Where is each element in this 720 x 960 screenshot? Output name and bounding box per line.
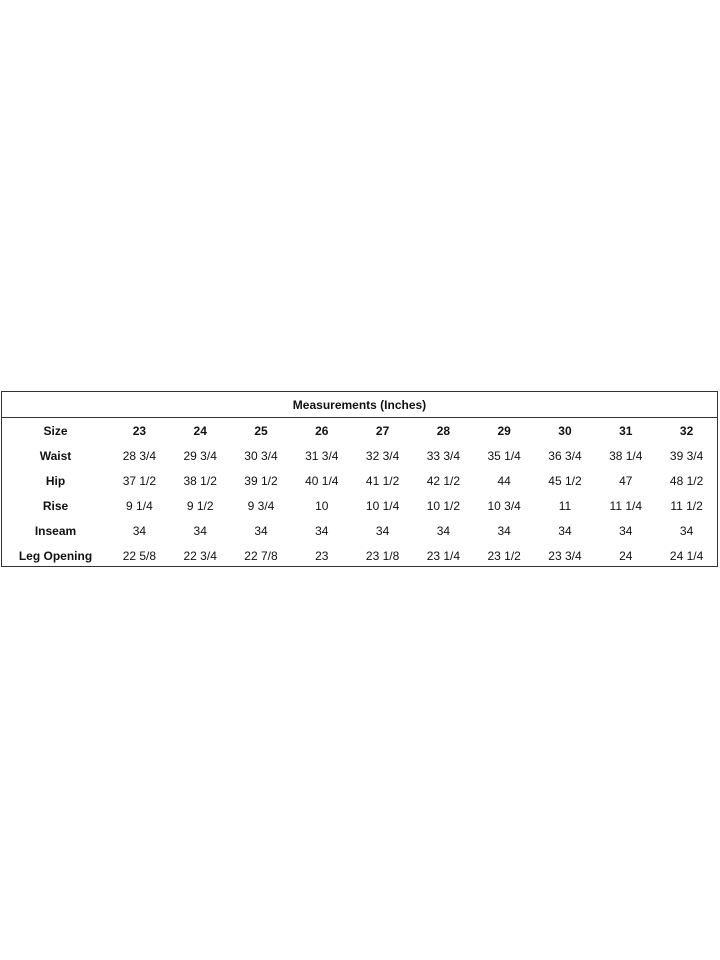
table-cell: 23 1/2 xyxy=(487,548,521,563)
table-cell: 11 xyxy=(558,498,572,513)
table-cell: 24 1/4 xyxy=(669,548,704,563)
row-label: Waist xyxy=(39,448,72,463)
size-header-cell: 26 xyxy=(315,423,329,438)
table-cell: 34 xyxy=(375,523,390,538)
table-cell: 23 1/8 xyxy=(365,548,400,563)
table-cell: 22 7/8 xyxy=(244,548,278,563)
table-cell: 10 xyxy=(315,498,329,513)
table-cell: 9 1/2 xyxy=(186,498,214,513)
table-cell: 23 xyxy=(315,548,329,563)
table-cell: 42 1/2 xyxy=(426,473,461,488)
table-cell: 10 1/2 xyxy=(426,498,461,513)
table-cell: 23 3/4 xyxy=(548,548,582,563)
size-header-label: Size xyxy=(43,423,68,438)
table-row-hip xyxy=(2,468,717,493)
table-cell: 45 1/2 xyxy=(548,473,582,488)
size-header-cell: 24 xyxy=(193,423,207,438)
table-cell: 34 xyxy=(679,523,694,538)
table-cell: 9 3/4 xyxy=(247,498,275,513)
size-chart xyxy=(1,391,718,567)
table-cell: 48 1/2 xyxy=(669,473,704,488)
chart-title: Measurements (Inches) xyxy=(2,392,717,418)
table-cell: 34 xyxy=(497,523,511,538)
size-header-cell: 23 xyxy=(132,423,147,438)
size-header-cell: 29 xyxy=(497,423,511,438)
row-label: Inseam xyxy=(34,523,77,538)
table-cell: 10 1/4 xyxy=(365,498,400,513)
size-header-cell: 30 xyxy=(558,423,572,438)
table-cell: 11 1/2 xyxy=(670,498,703,513)
table-cell: 30 3/4 xyxy=(244,448,278,463)
table-cell: 33 3/4 xyxy=(426,448,461,463)
table-cell: 34 xyxy=(436,523,451,538)
table-cell: 34 xyxy=(254,523,268,538)
table-cell: 34 xyxy=(558,523,572,538)
table-row-leg-opening xyxy=(2,543,717,568)
table-cell: 29 3/4 xyxy=(183,448,217,463)
table-cell: 39 1/2 xyxy=(244,473,278,488)
size-header-cell: 32 xyxy=(679,423,694,438)
size-header-cell: 28 xyxy=(436,423,451,438)
row-label: Rise xyxy=(42,498,69,513)
size-header-row xyxy=(2,418,717,443)
table-cell: 28 3/4 xyxy=(122,448,157,463)
row-label: Hip xyxy=(45,473,66,488)
table-cell: 23 1/4 xyxy=(426,548,461,563)
size-header-cell: 25 xyxy=(254,423,268,438)
measurements-table xyxy=(2,418,717,568)
table-cell: 37 1/2 xyxy=(122,473,157,488)
table-cell: 10 3/4 xyxy=(487,498,521,513)
table-cell: 44 xyxy=(497,473,511,488)
table-cell: 41 1/2 xyxy=(365,473,400,488)
table-cell: 36 3/4 xyxy=(548,448,582,463)
table-cell: 34 xyxy=(619,523,633,538)
size-header-cell: 27 xyxy=(375,423,390,438)
size-header-cell: 31 xyxy=(619,423,633,438)
table-cell: 34 xyxy=(315,523,329,538)
table-cell: 47 xyxy=(619,473,633,488)
table-cell: 38 1/2 xyxy=(183,473,217,488)
row-label: Leg Opening xyxy=(18,548,93,563)
table-cell: 31 3/4 xyxy=(305,448,339,463)
table-cell: 34 xyxy=(132,523,147,538)
table-row-inseam xyxy=(2,518,717,543)
table-row-waist xyxy=(2,443,717,468)
table-cell: 40 1/4 xyxy=(305,473,339,488)
table-cell: 9 1/4 xyxy=(126,498,153,513)
table-cell: 11 1/4 xyxy=(609,498,643,513)
table-cell: 35 1/4 xyxy=(487,448,521,463)
table-cell: 24 xyxy=(619,548,633,563)
table-cell: 38 1/4 xyxy=(609,448,643,463)
table-cell: 22 3/4 xyxy=(183,548,217,563)
table-cell: 32 3/4 xyxy=(365,448,400,463)
table-cell: 22 5/8 xyxy=(122,548,157,563)
table-cell: 34 xyxy=(193,523,207,538)
table-row-rise xyxy=(2,493,717,518)
table-cell: 39 3/4 xyxy=(669,448,704,463)
